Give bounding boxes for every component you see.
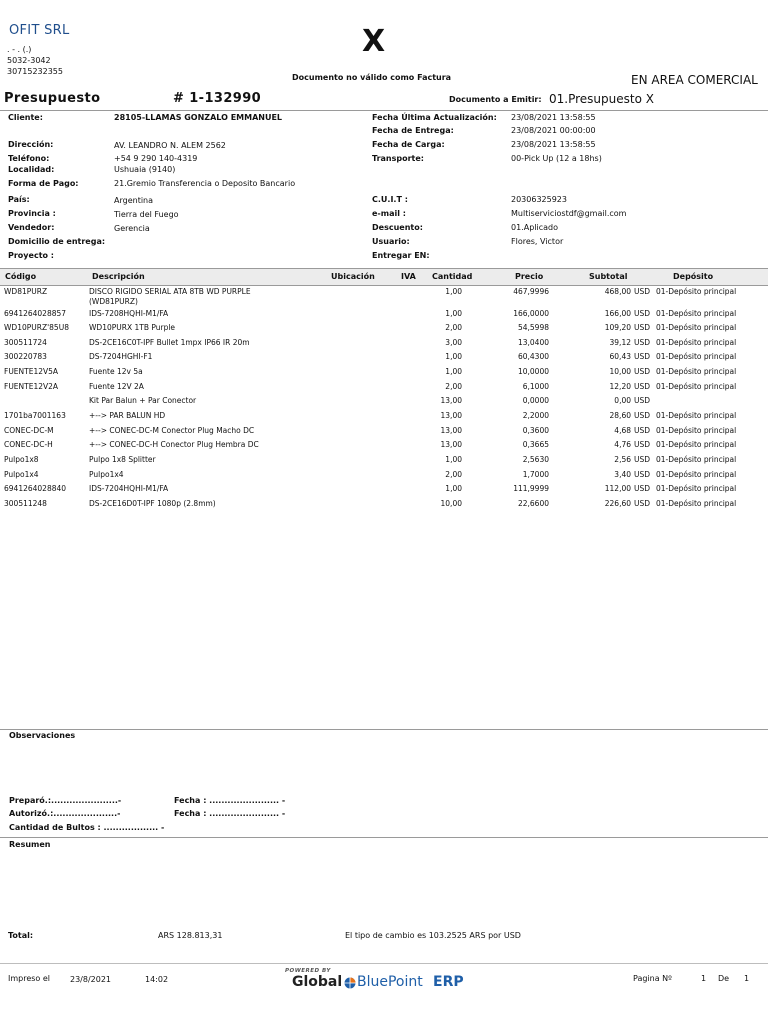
- row-deposito: 01-Depósito principal: [656, 411, 737, 420]
- doc-number: # 1-132990: [173, 91, 262, 106]
- row-precio: 111,9999: [513, 484, 549, 493]
- vendedor-label: Vendedor:: [8, 223, 55, 232]
- resumen-divider: [0, 837, 768, 838]
- row-moneda: USD: [634, 323, 651, 332]
- fecha-autorizo-field: Fecha : ....................... -: [174, 809, 286, 818]
- pagina-total: 1: [744, 974, 750, 983]
- table-row: [0, 396, 768, 411]
- row-deposito: 01-Depósito principal: [656, 338, 737, 347]
- table-row: [0, 287, 768, 306]
- row-cantidad: 1,00: [445, 455, 462, 464]
- row-deposito: 01-Depósito principal: [656, 455, 737, 464]
- not-valid-notice: Documento no válido como Factura: [292, 73, 452, 82]
- row-precio: 0,0000: [522, 396, 549, 405]
- company-name: OFIT SRL: [9, 23, 70, 38]
- row-precio: 467,9996: [513, 287, 549, 296]
- pais-value: Argentina: [114, 196, 154, 205]
- row-cantidad: 1,00: [445, 309, 462, 318]
- doc-type-title: Presupuesto: [4, 91, 101, 106]
- pais-label: País:: [8, 195, 30, 204]
- row-moneda: USD: [634, 455, 651, 464]
- area-label: EN AREA COMERCIAL: [631, 73, 758, 87]
- descuento-label: Descuento:: [372, 223, 423, 232]
- row-codigo: Pulpo1x8: [4, 455, 39, 464]
- telefono-value: +54 9 290 140-4319: [114, 154, 198, 163]
- observaciones-divider: [0, 729, 768, 730]
- row-subtotal: 60,43: [609, 352, 631, 361]
- proyecto-label: Proyecto :: [8, 251, 54, 260]
- row-moneda: USD: [634, 352, 651, 361]
- row-moneda: USD: [634, 440, 651, 449]
- cliente-label: Cliente:: [8, 113, 43, 122]
- row-moneda: USD: [634, 411, 651, 420]
- table-row: [0, 367, 768, 382]
- row-precio: 166,0000: [513, 309, 549, 318]
- row-moneda: USD: [634, 382, 651, 391]
- row-precio: 0,3665: [522, 440, 549, 449]
- impreso-label: Impreso el: [8, 974, 51, 983]
- fecha-entrega-label: Fecha de Entrega:: [372, 126, 454, 135]
- table-row: [0, 352, 768, 367]
- localidad-value: Ushuaia (9140): [114, 165, 176, 174]
- fecha-carga-value: 23/08/2021 13:58:55: [511, 140, 596, 149]
- row-codigo: 300220783: [4, 352, 47, 361]
- direccion-value: AV. LEANDRO N. ALEM 2562: [114, 141, 226, 150]
- col-precio: Precio: [515, 272, 544, 281]
- fecha-actualizacion-value: 23/08/2021 13:58:55: [511, 113, 596, 122]
- forma-pago-value: 21.Gremio Transferencia o Deposito Bancario: [114, 179, 296, 188]
- row-codigo: WD10PURZ'85U8: [4, 323, 69, 332]
- preparo-field: Preparó.:......................-: [9, 796, 122, 805]
- erp-global-text: Global: [292, 974, 343, 990]
- table-row: [0, 309, 768, 324]
- row-codigo: 1701ba7001163: [4, 411, 66, 420]
- row-deposito: 01-Depósito principal: [656, 499, 737, 508]
- row-descripcion: DS-7204HGHI-F1: [89, 352, 153, 361]
- row-descripcion: DS-2CE16D0T-IPF 1080p (2.8mm): [89, 499, 216, 508]
- row-deposito: 01-Depósito principal: [656, 287, 737, 296]
- provincia-label: Provincia :: [8, 209, 56, 218]
- localidad-label: Localidad:: [8, 165, 55, 174]
- fecha-entrega-value: 23/08/2021 00:00:00: [511, 126, 596, 135]
- usuario-label: Usuario:: [372, 237, 410, 246]
- row-codigo: 6941264028840: [4, 484, 67, 493]
- email-label: e-mail :: [372, 209, 406, 218]
- row-moneda: USD: [634, 309, 651, 318]
- invoice-letter: X: [362, 24, 386, 59]
- table-row: [0, 470, 768, 485]
- row-moneda: USD: [634, 367, 651, 376]
- row-precio: 6,1000: [522, 382, 549, 391]
- row-subtotal: 3,40: [614, 470, 631, 479]
- row-subtotal: 28,60: [609, 411, 631, 420]
- transporte-label: Transporte:: [372, 154, 424, 163]
- col-codigo: Código: [5, 272, 37, 281]
- row-subtotal: 10,00: [609, 367, 631, 376]
- table-row: [0, 426, 768, 441]
- impreso-fecha: 23/8/2021: [70, 975, 112, 984]
- col-ubicacion: Ubicación: [331, 272, 375, 281]
- domicilio-entrega-label: Domicilio de entrega:: [8, 237, 106, 246]
- row-subtotal: 39,12: [609, 338, 631, 347]
- erp-bluepoint-text: BluePoint: [357, 974, 423, 990]
- row-subtotal: 468,00: [604, 287, 631, 296]
- resumen-label: Resumen: [9, 840, 51, 849]
- row-deposito: 01-Depósito principal: [656, 352, 737, 361]
- row-deposito: 01-Depósito principal: [656, 470, 737, 479]
- row-descripcion: Pulpo1x4: [89, 470, 124, 479]
- table-row: [0, 411, 768, 426]
- table-row: [0, 382, 768, 397]
- company-tax-id: 30715232355: [7, 67, 63, 76]
- row-deposito: 01-Depósito principal: [656, 484, 737, 493]
- table-row: [0, 323, 768, 338]
- col-descripcion: Descripción: [92, 272, 145, 281]
- row-precio: 2,5630: [522, 455, 549, 464]
- col-cantidad: Cantidad: [432, 272, 473, 281]
- table-row: [0, 440, 768, 455]
- row-precio: 0,3600: [522, 426, 549, 435]
- row-descripcion: Fuente 12V 2A: [89, 382, 144, 391]
- row-moneda: USD: [634, 484, 651, 493]
- row-precio: 13,0400: [517, 338, 549, 347]
- row-subtotal: 12,20: [609, 382, 631, 391]
- erp-erp-text: ERP: [433, 974, 464, 990]
- row-cantidad: 13,00: [440, 440, 462, 449]
- table-row: [0, 499, 768, 514]
- emit-label: Documento a Emitir:: [449, 95, 542, 104]
- row-subtotal: 109,20: [604, 323, 631, 332]
- company-address-line-2: 5032-3042: [7, 56, 51, 65]
- table-row: [0, 484, 768, 499]
- bluepoint-globe-icon: [344, 977, 356, 989]
- autorizo-field: Autorizó.:.....................-: [9, 809, 121, 818]
- row-descripcion: IDS-7204HQHI-M1/FA: [89, 484, 169, 493]
- total-label: Total:: [8, 931, 34, 940]
- email-value: Multiserviciostdf@gmail.com: [511, 209, 627, 218]
- entregar-en-label: Entregar EN:: [372, 251, 430, 260]
- row-moneda: USD: [634, 338, 651, 347]
- row-cantidad: 2,00: [445, 323, 462, 332]
- row-codigo: CONEC-DC-H: [4, 440, 53, 449]
- fecha-preparo-field: Fecha : ....................... -: [174, 796, 286, 805]
- forma-pago-label: Forma de Pago:: [8, 179, 79, 188]
- row-deposito: 01-Depósito principal: [656, 367, 737, 376]
- usuario-value: Flores, Victor: [511, 237, 564, 246]
- row-moneda: USD: [634, 287, 651, 296]
- row-deposito: 01-Depósito principal: [656, 323, 737, 332]
- row-descripcion: Kit Par Balun + Par Conector: [89, 396, 197, 405]
- row-subtotal: 4,76: [614, 440, 631, 449]
- total-value: ARS 128.813,31: [158, 931, 223, 940]
- row-cantidad: 1,00: [445, 367, 462, 376]
- col-iva: IVA: [401, 272, 416, 281]
- row-moneda: USD: [634, 470, 651, 479]
- telefono-label: Teléfono:: [8, 154, 50, 163]
- row-precio: 60,4300: [517, 352, 549, 361]
- row-codigo: FUENTE12V5A: [4, 367, 59, 376]
- col-deposito: Depósito: [673, 272, 714, 281]
- row-deposito: 01-Depósito principal: [656, 382, 737, 391]
- row-codigo: 6941264028857: [4, 309, 67, 318]
- fecha-carga-label: Fecha de Carga:: [372, 140, 445, 149]
- row-deposito: 01-Depósito principal: [656, 440, 737, 449]
- vendedor-value: Gerencia: [114, 224, 150, 233]
- row-subtotal: 2,56: [614, 455, 631, 464]
- company-address-line-1: . - . (.): [7, 45, 32, 54]
- row-cantidad: 13,00: [440, 411, 462, 420]
- row-descripcion: Pulpo 1x8 Splitter: [89, 455, 156, 464]
- de-label: De: [718, 974, 730, 983]
- row-codigo: Pulpo1x4: [4, 470, 39, 479]
- row-cantidad: 13,00: [440, 396, 462, 405]
- emit-value: 01.Presupuesto X: [549, 92, 654, 106]
- row-cantidad: 2,00: [445, 470, 462, 479]
- table-row: [0, 455, 768, 470]
- row-cantidad: 10,00: [440, 499, 462, 508]
- row-codigo: FUENTE12V2A: [4, 382, 59, 391]
- cliente-value: 28105-LLAMAS GONZALO EMMANUEL: [114, 113, 283, 122]
- powered-by-text: POWERED BY: [285, 968, 331, 974]
- row-subtotal: 226,60: [604, 499, 631, 508]
- row-precio: 10,0000: [517, 367, 549, 376]
- footer-divider: [0, 963, 768, 964]
- row-precio: 1,7000: [522, 470, 549, 479]
- row-codigo: 300511724: [4, 338, 47, 347]
- row-subtotal: 166,00: [604, 309, 631, 318]
- row-subtotal: 0,00: [614, 396, 631, 405]
- direccion-label: Dirección:: [8, 140, 54, 149]
- header-divider: [0, 110, 768, 111]
- row-descripcion: IDS-7208HQHI-M1/FA: [89, 309, 169, 318]
- row-descripcion: DS-2CE16C0T-IPF Bullet 1mpx IP66 IR 20m: [89, 338, 250, 347]
- row-moneda: USD: [634, 499, 651, 508]
- row-descripcion: +--> CONEC-DC-H Conector Plug Hembra DC: [89, 440, 259, 449]
- row-precio: 54,5998: [517, 323, 549, 332]
- row-deposito: 01-Depósito principal: [656, 426, 737, 435]
- row-descripcion: DISCO RIGIDO SERIAL ATA 8TB WD PURPLE: [89, 287, 251, 296]
- row-cantidad: 2,00: [445, 382, 462, 391]
- pagina-label: Pagina Nº: [633, 974, 672, 983]
- observaciones-label: Observaciones: [9, 731, 76, 740]
- row-moneda: USD: [634, 426, 651, 435]
- row-cantidad: 3,00: [445, 338, 462, 347]
- cantidad-bultos-field: Cantidad de Bultos : .................. -: [9, 823, 165, 832]
- erp-logo: [284, 968, 490, 992]
- fecha-actualizacion-label: Fecha Última Actualización:: [372, 113, 497, 122]
- row-descripcion: Fuente 12v 5a: [89, 367, 143, 376]
- row-cantidad: 1,00: [445, 287, 462, 296]
- row-moneda: USD: [634, 396, 651, 405]
- row-subtotal: 112,00: [604, 484, 631, 493]
- row-descripcion: +--> PAR BALUN HD: [89, 411, 166, 420]
- row-precio: 22,6600: [517, 499, 549, 508]
- row-descripcion: WD10PURX 1TB Purple: [89, 323, 176, 332]
- row-cantidad: 1,00: [445, 484, 462, 493]
- exchange-rate-note: El tipo de cambio es 103.2525 ARS por USD: [345, 931, 521, 940]
- row-cantidad: 1,00: [445, 352, 462, 361]
- row-codigo: CONEC-DC-M: [4, 426, 54, 435]
- cuit-value: 20306325923: [511, 195, 567, 204]
- cuit-label: C.U.I.T :: [372, 195, 408, 204]
- row-cantidad: 13,00: [440, 426, 462, 435]
- row-descripcion: +--> CONEC-DC-M Conector Plug Macho DC: [89, 426, 255, 435]
- row-descripcion-cont: (WD81PURZ): [89, 297, 138, 306]
- provincia-value: Tierra del Fuego: [114, 210, 179, 219]
- row-codigo: WD81PURZ: [4, 287, 48, 296]
- row-subtotal: 4,68: [614, 426, 631, 435]
- transporte-value: 00-Pick Up (12 a 18hs): [511, 154, 602, 163]
- col-subtotal: Subtotal: [589, 272, 628, 281]
- pagina-numero: 1: [701, 974, 707, 983]
- impreso-hora: 14:02: [145, 975, 169, 984]
- table-row: [0, 338, 768, 353]
- row-deposito: 01-Depósito principal: [656, 309, 737, 318]
- descuento-value: 01.Aplicado: [511, 223, 558, 232]
- row-codigo: 300511248: [4, 499, 47, 508]
- row-precio: 2,2000: [522, 411, 549, 420]
